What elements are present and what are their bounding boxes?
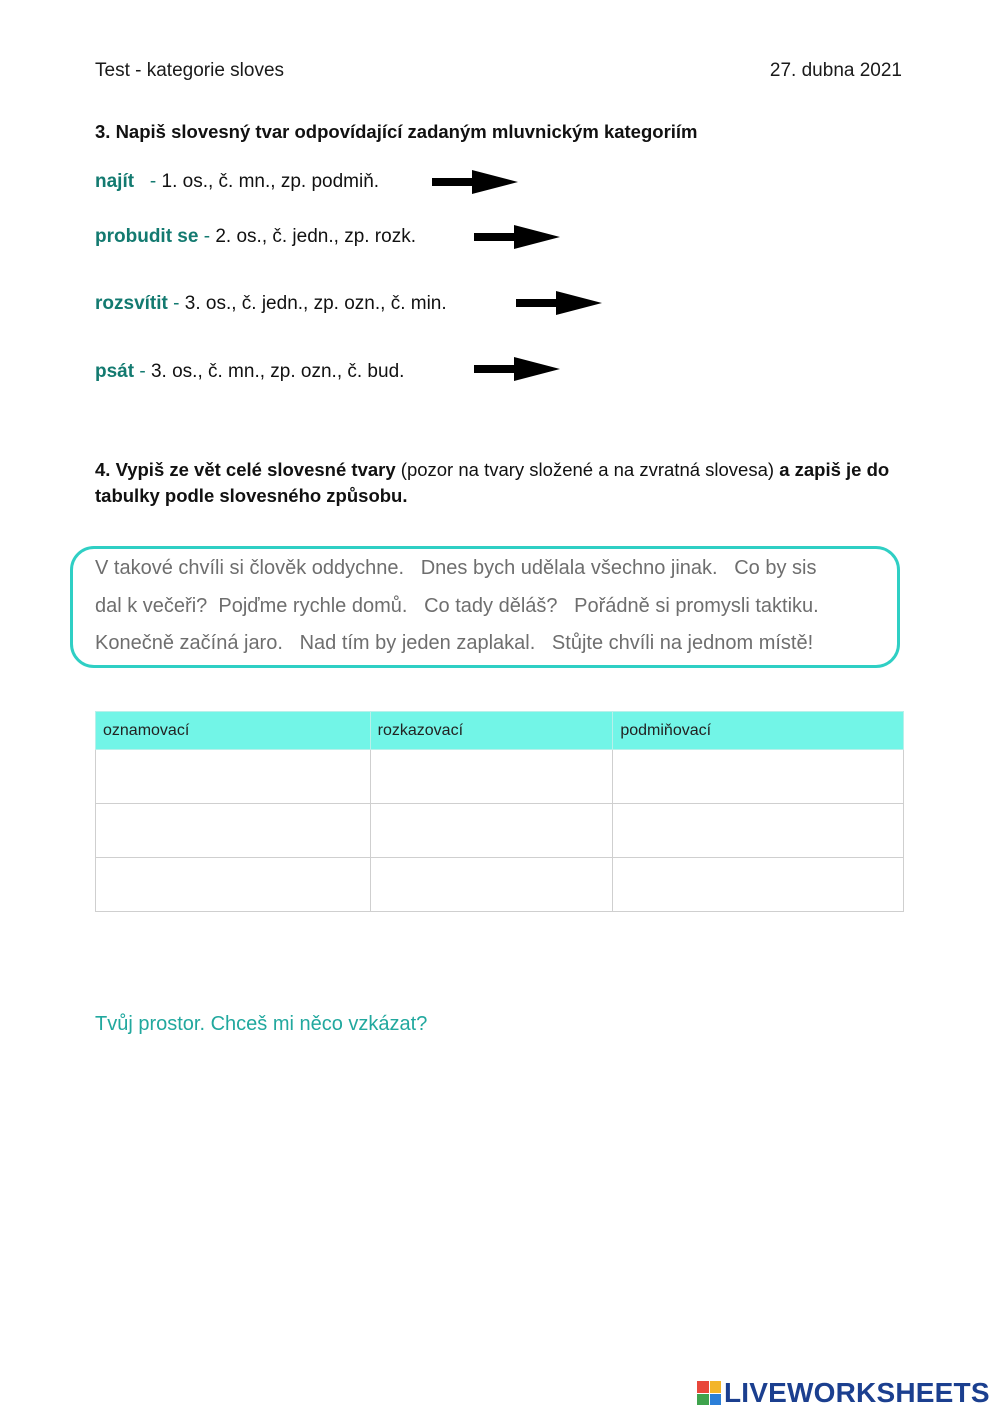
task3-item [95, 293, 447, 315]
answer-cell[interactable] [96, 750, 371, 804]
column-header-conditional: podmiňovací [613, 712, 904, 750]
task3-item [95, 171, 379, 193]
worksheet-title: Test - kategorie sloves [95, 60, 285, 81]
table-row [96, 804, 904, 858]
liveworksheets-logo[interactable] [697, 1378, 990, 1408]
arrow-right-icon [474, 356, 560, 382]
logo-mark-letter [697, 1381, 709, 1393]
answer-cell[interactable] [96, 858, 371, 912]
column-header-imperative: rozkazovací [370, 712, 613, 750]
table-row [96, 858, 904, 912]
arrow-right-icon [474, 224, 560, 250]
arrow-right-icon [432, 169, 518, 195]
separator: - [134, 361, 151, 382]
task4-heading [95, 457, 895, 509]
verb: rozsvítit [95, 293, 168, 314]
logo-mark-letter [710, 1381, 722, 1393]
table-row [96, 750, 904, 804]
sentence-line: V takové chvíli si člověk oddychne. Dnes bych udělala všechno jinak. Co by sis [95, 557, 817, 579]
worksheet-date: 27. dubna 2021 [769, 60, 902, 81]
table-header-row [96, 712, 904, 750]
task4-heading-bold: 4. Vypiš ze vět celé slovesné tvary [95, 459, 396, 480]
task4-heading-bold-2: a zapiš je do tabulky podle slovesného způsobu. [95, 459, 890, 506]
answer-cell[interactable] [370, 858, 613, 912]
logo-mark-letter [697, 1394, 709, 1406]
verb: najít [95, 171, 135, 192]
answer-cell[interactable] [370, 804, 613, 858]
separator: - [167, 293, 185, 314]
answer-cell[interactable] [613, 804, 904, 858]
separator: - [198, 226, 216, 247]
separator: - [134, 171, 162, 192]
categories: 3. os., č. jedn., zp. ozn., č. min. [184, 293, 447, 314]
answer-cell[interactable] [613, 750, 904, 804]
answer-cell[interactable] [370, 750, 613, 804]
answer-cell[interactable] [613, 858, 904, 912]
task3-heading: 3. Napiš slovesný tvar odpovídající zadaným mluvnickým kategoriím [95, 121, 698, 142]
task4-heading-note: (pozor na tvary složené a na zvratná slovesa) [395, 459, 780, 480]
categories: 1. os., č. mn., zp. podmiň. [161, 171, 380, 192]
your-space-prompt[interactable]: Tvůj prostor. Chceš mi něco vzkázat? [95, 1013, 428, 1035]
arrow-right-icon [516, 290, 602, 316]
column-header-indicative: oznamovací [96, 712, 371, 750]
task3-item [95, 226, 416, 248]
categories: 3. os., č. mn., zp. ozn., č. bud. [150, 361, 405, 382]
sentence-line: Konečně začíná jaro. Nad tím by jeden zaplakal. Stůjte chvíli na jednom místě! [95, 632, 814, 654]
categories: 2. os., č. jedn., zp. rozk. [215, 226, 416, 247]
answer-cell[interactable] [96, 804, 371, 858]
sentence-line: dal k večeři? Pojďme rychle domů. Co tady děláš? Pořádně si promysli taktiku. [95, 595, 819, 617]
logo-mark-letter [710, 1394, 722, 1406]
logo-text: LIVEWORKSHEETS [724, 1377, 990, 1408]
verb: probudit se [95, 226, 199, 247]
logo-mark-icon [697, 1381, 721, 1405]
answer-table [95, 711, 904, 912]
task3-item [95, 361, 404, 383]
verb: psát [95, 361, 135, 382]
